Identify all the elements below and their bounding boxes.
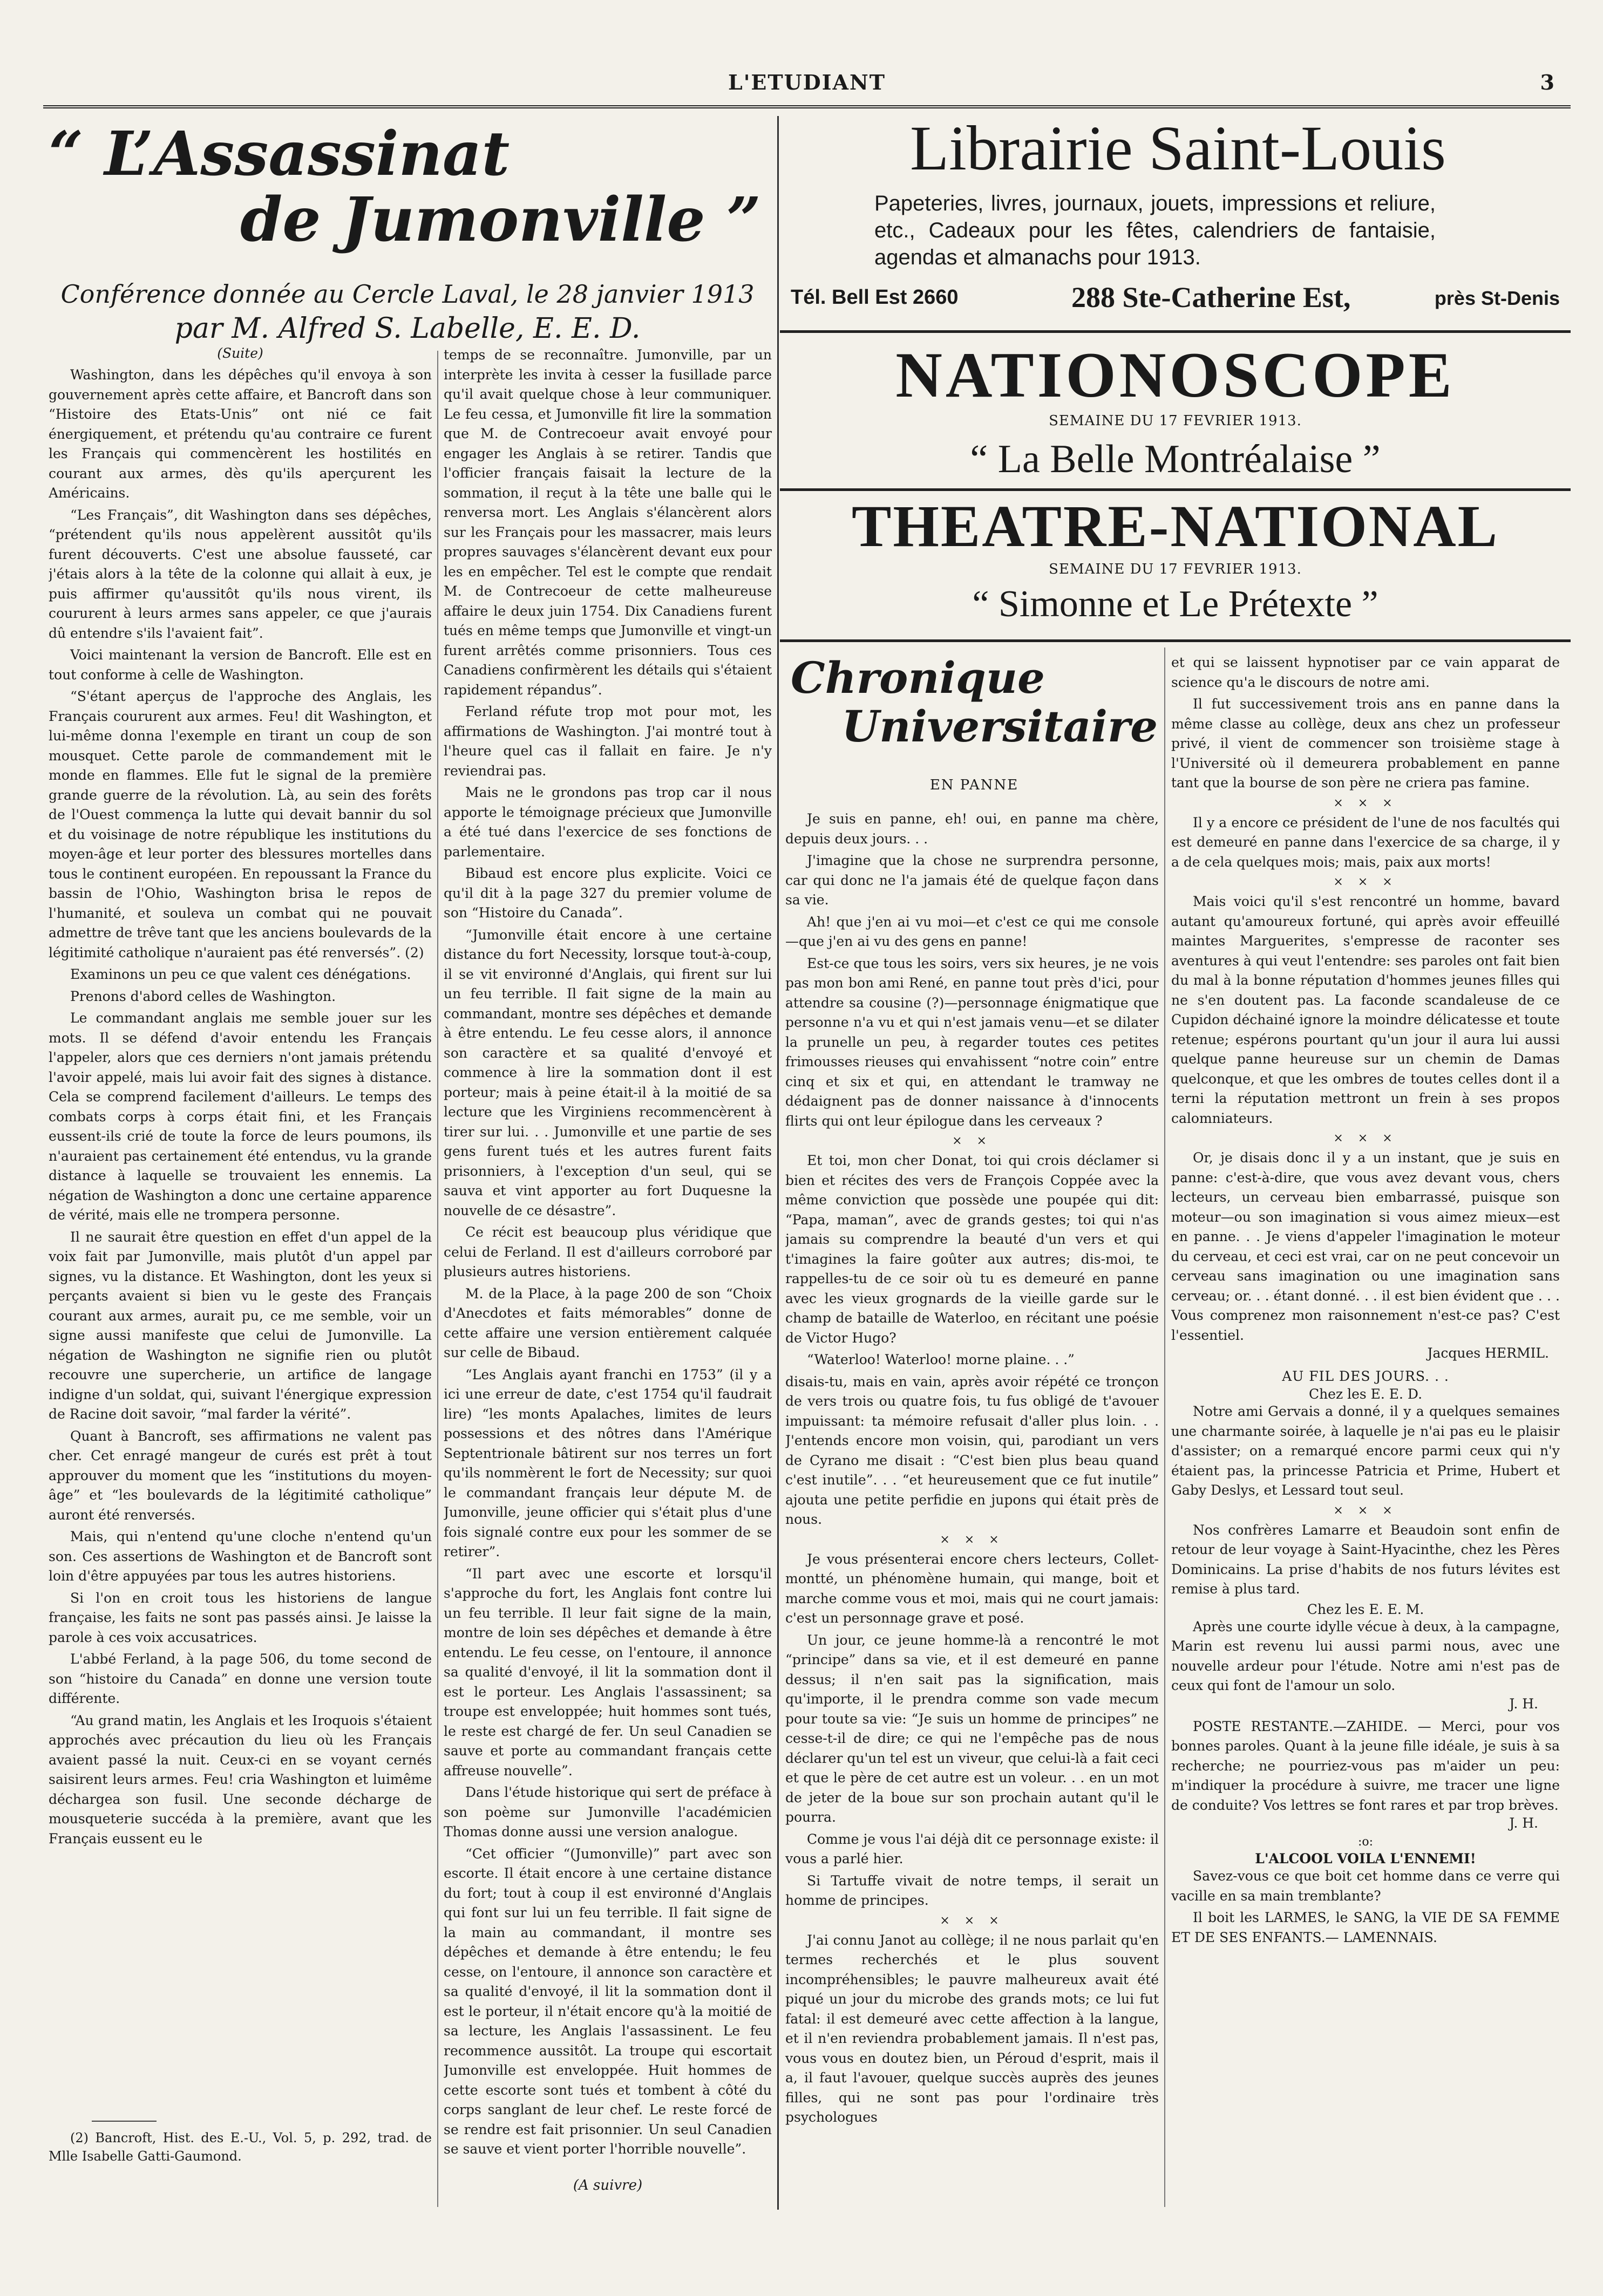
paragraph: temps de se reconnaître. Jumonville, par un interprète les invita à cesser la fusillade parce qu'il avait quelque chose à leur communiquer. Le feu cessa, et Jumonville fit lire la sommation que M. de Contrecoeur avait envoyé pour engager les Anglais à se retirer. Tandis que l'officier français faisait la lecture de la sommation, il reçut à la tête une balle qui le renversa mort. Les Anglais s'élancèrent alors sur les Français pour les massacrer, mais leurs propres sauvages s'élancèrent devant eux pour les en empêcher. Tel est le compte que rendait M. de Contrecoeur de cette malheureuse affaire le deux juin 1754. Dix Canadiens furent tués en même temps que Jumonville et vingt-un furent arrêtés comme prisonniers. Tous ces Canadiens confirmèrent les détails qui s'étaient rapidement répandus”.: [444, 347, 772, 698]
paragraph: Si Tartuffe vivait de notre temps, il serait un homme de principes.: [785, 1872, 1159, 1908]
paragraph: Il y a encore ce président de l'une de nos facultés qui est demeuré en panne dans l'exercice de sa charge, il y a de cela quelques mois; mais, paix aux morts!: [1171, 814, 1560, 870]
section-separator: × × ×: [1333, 1503, 1398, 1517]
column-rule-1: [437, 351, 438, 2207]
paragraph: Est-ce que tous les soirs, vers six heures, je ne vois pas mon bon ami René, en panne tout près d'ici, pour attendre sa cousine (?)—personnage énigmatique que personne n'a vu et qui n'est jamais venu—et se dilater la prunelle un peu, à regarder toutes ces petites frimousses rieuses qui envahissent “notre coin” entre cinq et six et qui, en attendant le tramway ne dédaignent pas de donner naissance à d'innocents flirts qui ont leur épilogue dans les cerveaux ?: [785, 955, 1159, 1129]
section-separator: × × ×: [1333, 796, 1398, 810]
suite-label: (Suite): [217, 345, 263, 361]
paragraph: Si l'on en croit tous les historiens de langue française, les faits ne sont pas passés ainsi. Je laisse la parole à ces voix accusatrices.: [49, 1590, 432, 1645]
paragraph: “Les Anglais ayant franchi en 1753” (il y a ici une erreur de date, c'est 1754 qu'il faudrait lire) “les monts Apalaches, limites de leurs possessions et des nôtres dans l'Amérique Septentrionale bâtirent sur nos terres un fort qu'ils nommèrent le fort de Necessity; sur quoi le commandant français leur députe M. de Jumonville, jeune officier qui s'était plus d'une fois signalé contre eux pour les sommer de se retirer”.: [444, 1366, 772, 1559]
paragraph: Je suis en panne, eh! oui, en panne ma chère, depuis deux jours. . .: [785, 811, 1159, 847]
article-byline: par M. Alfred S. Labelle, E. E. D.: [174, 312, 641, 345]
paragraph: Et toi, mon cher Donat, toi qui crois déclamer si bien et récites des vers de François Coppée avec la même conviction que possède une poupée qui dit: “Papa, maman”, avec de grands gestes; toi qui n'as jamais su comprendre la beauté d'un vers et qui t'imagines la faire goûter aux autres; dis-moi, te rappelles-tu de ce soir où tu es demeuré en panne avec les vieux grognards de la vieille garde sur le champ de bataille de Waterloo, en récitant une poésie de Victor Hugo?: [785, 1153, 1159, 1346]
paragraph: Mais ne le grondons pas trop car il nous apporte le témoignage précieux que Jumonville a été tué dans l'exercice de ses fonctions de parlementaire.: [444, 785, 772, 860]
paragraph: “Cet officier “(Jumonville)” part avec son escorte. Il était encore à une certaine distance du fort; tout à coup il est environné d'Anglais qui font sur lui un feu terrible. Il fait signe de la main au commandant, il montre ses dépêches et demande à être entendu; le feu cesse, on l'entoure, il annonce son caractère et sa qualité d'envoyé, il lit la sommation dont il est le porteur, il n'était encore qu'à la moitié de sa lecture, les Anglais l'assassinent. Le feu recommence aussitôt. La troupe qui escortait Jumonville est enveloppée. Huit hommes de cette escorte sont tués et tombent à côté du corps sanglant de leur chef. Le reste forcé de se rendre est fait prisonnier. Un seul Canadien se sauve et vient porter l'horrible nouvelle”.: [444, 1845, 772, 2157]
paragraph: Notre ami Gervais a donné, il y a quelques semaines une charmante soirée, à laquelle je n'ai pas eu le plaisir d'assister; on a remarqué encore parmi ceux qui n'y étaient pas, la princesse Patricia et Prime, Hubert et Gaby Deslys, et Lessard tout seul.: [1171, 1404, 1560, 1498]
article-column-2: [444, 345, 772, 2169]
paragraph: Savez-vous ce que boit cet homme dans ce verre qui vacille en sa main tremblante?: [1171, 1868, 1560, 1904]
paragraph: “Waterloo! Waterloo! morne plaine. . .”: [807, 1352, 1075, 1367]
running-header: [43, 67, 1571, 108]
paragraph: Washington, dans les dépêches qu'il envoya à son gouvernement après cette affaire, et Bancroft dans son “Histoire des Etats-Unis” ont nié ce fait énergiquement, et prétendu qu'au contraire ce furent les Français qui commencèrent les hostilités en courant aux armes, dès qu'ils aperçurent les Américains.: [49, 367, 432, 501]
chronique-title-line2: Universitaire: [841, 701, 1158, 752]
paragraph: Un jour, ce jeune homme-là a rencontré le mot “principe” dans sa vie, et il est demeuré en panne dessus; il n'en sait pas la signification, mais qu'importe, il le prendra comme son vade mecum pour toute sa vie: “Je suis un homme de principes” ne cesse-t-il de dire; ce qui ne l'empêche pas de nous déclarer qu'un tel est un viveur, que celui-là a fait ceci et que le père de cet autre est un voleur. . . en un mot de jeter de la boue sur son prochain autant qu'il le pourra.: [785, 1632, 1159, 1825]
chronique-title-line1: Chronique: [791, 652, 1045, 703]
article-header: [43, 121, 772, 346]
paragraph: J'imagine que la chose ne surprendra personne, car qui donc ne l'a jamais été de quelque façon dans sa vie.: [785, 853, 1159, 908]
paragraph: Je vous présenterai encore chers lecteurs, Collet-montté, un phénomène humain, qui mange, boit et marche comme vous et moi, mais qui ne court jamais: c'est un personnage grave et posé.: [785, 1551, 1159, 1626]
subsection-heading: Chez les E. E. M.: [1307, 1601, 1424, 1617]
chronique-column-2: [1171, 653, 1560, 2207]
paragraph: Il ne saurait être question en effet d'un appel de la voix fait par Jumonville, mais plutôt d'un appel par signes, vu la distance. Et Washington, dont les yeux si perçants avaient si bien vu le geste des Français courant aux armes, aurait pu, ce me semble, voir un signe aussi manifeste que celui de Jumonville. La négation de Washington ne signifie rien ou plutôt recouvre une supercherie, un artifice de langage indigne d'un soldat, qui, suivant l'énergique expression de Racine doit savoir, “mal farder la vérité”.: [49, 1229, 432, 1422]
librairie-address-note: près St-Denis: [1434, 287, 1560, 309]
paragraph: Il boit les LARMES, le SANG, la VIE DE SA FEMME ET DE SES ENFANTS.— LAMENNAIS.: [1171, 1910, 1560, 1945]
newspaper-name: L'ETUDIANT: [728, 70, 886, 94]
paragraph: “Au grand matin, les Anglais et les Iroquois s'étaient approchés avec précaution du lieu où les Français avaient passé la nuit. Ceux-ci en se voyant cernés saisirent leurs armes. Feu! cria Washington et luimême déchargea son fusil. Une seconde décharge de mousqueterie succéda à la première, avant que les Français eussent eu le: [49, 1712, 432, 1847]
article-column-1: [49, 345, 432, 2202]
paragraph: Quant à Bancroft, ses affirmations ne valent pas cher. Cet enragé mangeur de curés est prêt à tout approuver du moment que les “institutions du moyen-âge” et “les boulevards de la légitimité catholique” auront été renversés.: [49, 1428, 432, 1523]
paragraph: Prenons d'abord celles de Washington.: [70, 988, 336, 1004]
theatre-play: “ Simonne et Le Prétexte ”: [972, 583, 1378, 625]
nationoscope-title: NATIONOSCOPE: [895, 339, 1455, 411]
chronique-column-1: [785, 809, 1159, 2212]
paragraph: “Il part avec une escorte et lorsqu'il s'approche du fort, les Anglais font contre lui un feu terrible. Il leur fait signe de la main, montre de loin ses dépêches et demande à être entendu. Le feu cesse, on l'entoure, il annonce sa qualité d'envoyé, il lit la sommation dont il est le porteur. Les Anglais l'assassinent; sa troupe est enveloppée; huit hommes sont tués, le reste est chargé de fer. Un seul Canadien se sauve et porte au commandant français cette affreuse nouvelle”.: [444, 1565, 772, 1779]
ad-divider: [780, 488, 1571, 491]
chronique-section-title: EN PANNE: [929, 777, 1019, 793]
footnote-rule: [92, 2121, 157, 2122]
paragraph: Après une courte idylle vécue à deux, à la campagne, Marin est revenu lui aussi parmi nous, avec une nouvelle ardeur pour l'étude. Notre ami n'est pas de ceux qui font de l'amour un solo.: [1171, 1618, 1560, 1693]
paragraph: L'abbé Ferland, à la page 506, du tome second de son “histoire du Canada” en donne une version toute différente.: [49, 1651, 432, 1706]
paragraph: “S'étant aperçus de l'approche des Anglais, les Français coururent aux armes. Feu! dit Washington, et lui-même donna l'exemple en tirant un coup de son mousquet. Cette parole de commandement mit le monde en flammes. Elle fut le signal de la première grande guerre de la révolution. Là, au sein des forêts de l'Ouest commença la lutte qui devait bannir du sol et du voisinage de notre république les institutions du moyen-âge et leur porter des blessures mortelles dans tous le continent européen. En repoussant la France du bassin de l'Ohio, Washington brisa le repos de l'humanité, et souleva un combat qui ne pouvait admettre de trêve tant que les anciens boulevards de la légitimité catholique n'auraient pas été renversés”. (2): [49, 689, 432, 960]
paragraph: Mais voici qu'il s'est rencontré un homme, bavard autant qu'amoureux fortuné, qui après avoir effeuillé maintes Marguerites, s'empresse de raconter ses aventures à qui veut l'entendre: ses paroles ont fait bien du mal à la bonne réputation d'hommes jeunes filles qui ne s'en doutent pas. La faconde scandaleuse de ce Cupidon déchainé ignore la moindre délicatesse et toute retenue; espérons pourtant qu'un jour il aura lui aussi quelque panne heureuse sur un chemin de Damas quelconque, et que les ombres de toutes celles dont il a terni la réputation mettront un frein à ses propos calomniateurs.: [1171, 894, 1560, 1126]
librairie-title: Librairie Saint-Louis: [910, 113, 1446, 183]
paragraph: Or, je disais donc il y a un instant, que je suis en panne: c'est-à-dire, que vous avez devant vous, chers lecteurs, un cerveau bien embarrassé, puisque son moteur—ou son imagination si vous aimez mieux—est en panne. . . Je viens d'appeler l'imagination le moteur du cerveau, et ceci est vrai, car on ne peut concevoir un cerveau sans imagination ou une imagination sans cerveau; or. . . étant donné. . . il est bien évident que . . . Vous comprenez mon raisonnement n'est-ce pas? C'est l'essentiel.: [1171, 1150, 1560, 1343]
librairie-address: 288 Ste-Catherine Est,: [1071, 281, 1351, 314]
nationoscope-week: SEMAINE DU 17 FEVRIER 1913.: [1049, 413, 1302, 429]
au-fil-des-jours-title: AU FIL DES JOURS. . .: [1282, 1368, 1449, 1384]
column-rule-main: [777, 116, 779, 2210]
paragraph: J'ai connu Janot au collège; il ne nous parlait qu'en termes recherchés et le plus souvent incompréhensibles; le pauvre malheureux avait été piqué un jour du microbe des grands mots; ce lui fut fatal: il est demeuré avec cette affection à la langue, et il n'en reviendra probablement jamais. Il n'est pas, vous vous en doutez bien, un Péroud d'esprit, mais il a, il faut l'avouer, quelque succès auprès des jeunes filles, qui ne sont pas pour l'ordinaire très psychologues: [785, 1932, 1159, 2125]
article-title-line1: “ L’Assassinat: [49, 119, 510, 189]
librairie-description: Papeteries, livres, journaux, jouets, impressions et reliure, etc., Cadeaux pour les fêtes, calendriers de fantaisie, agendas et almanachs pour 1913.: [874, 192, 1436, 269]
ad-divider: [780, 330, 1571, 333]
librairie-phone: Tél. Bell Est 2660: [791, 286, 959, 309]
paragraph: Ah! que j'en ai vu moi—et c'est ce qui me console—que j'en ai vu des gens en panne!: [785, 914, 1159, 949]
a-suivre: (A suivre): [573, 2177, 643, 2193]
alcool-title: L'ALCOOL VOILA L'ENNEMI!: [1255, 1851, 1476, 1866]
paragraph: Dans l'étude historique qui sert de préface à son poème sur Jumonville l'académicien Thomas donne aussi une version analogue.: [444, 1784, 772, 1839]
paragraph: Examinons un peu ce que valent ces dénégations.: [70, 966, 411, 982]
theatre-week: SEMAINE DU 17 FEVRIER 1913.: [1049, 561, 1302, 577]
subsection-heading: Chez les E. E. D.: [1308, 1386, 1423, 1402]
signature: J. H.: [1509, 1695, 1538, 1712]
section-separator: × × ×: [940, 1913, 1004, 1927]
section-separator: × × ×: [1333, 875, 1398, 889]
paragraph: et qui se laissent hypnotiser par ce vain apparat de science qu'a le discours de notre ami.: [1171, 655, 1560, 690]
paragraph: “Jumonville était encore à une certaine distance du fort Necessity, lorsque tout-à-coup, il se vit environné d'Anglais, qui firent sur lui un feu terrible. Il fait signe de la main au commandant, montre ses dépêches et demande à être entendu. Le feu cesse alors, il annonce son caractère et sa qualité d'envoyé et commence à lire la sommation dont il est porteur; mais à peine était-il à la moitié de sa lecture que les Virginiens recommencèrent à tirer sur lui. . . Jumonville et une partie de ses gens furent tués et les autres furent faits prisonniers, à l'exception d'un seul, qui se sauva et vint apporter au fort Duquesne la nouvelle de ce désastre”.: [444, 926, 772, 1218]
paragraph: disais-tu, mais en vain, après avoir répété ce tronçon de vers trois ou quatre fois, tu fus obligé de t'avouer impuissant: ta mémoire refusait d'aller plus loin. . . J'entends encore mon voisin, qui, parodiant un vers de Cyrano me disait : “C'est bien plus beau quand c'est inutile”. . . “et heureusement que ce fut inutile” ajouta une petite perfidie en jupons qui était près de nous.: [785, 1373, 1159, 1527]
librairie-contact: [791, 281, 1568, 318]
paragraph: Mais, qui n'entend qu'une cloche n'entend qu'un son. Ces assertions de Washington et de Bancroft sont loin d'être appuyées par tous les autres historiens.: [49, 1529, 432, 1584]
page-number: 3: [1540, 70, 1554, 94]
paragraph: “Les Français”, dit Washington dans ses dépêches, “prétendent qu'ils nous appelèrent aussitôt qu'ils furent découverts. C'est une absolue fausseté, car j'étais alors à la tête de la colonne qui allait à eux, je puis affirmer qu'aussitôt qu'ils nous virent, ils coururent à leurs armes sans appeler, ce que j'aurais dû entendre s'ils l'avaient fait”.: [49, 507, 432, 641]
theatre-title: THEATRE-NATIONAL: [851, 493, 1499, 559]
column-rule-3: [1164, 648, 1165, 2207]
section-separator: × × ×: [940, 1532, 1004, 1546]
nationoscope-play: “ La Belle Montréalaise ”: [970, 437, 1381, 481]
ad-divider: [780, 639, 1571, 642]
section-separator: × × ×: [1333, 1132, 1398, 1145]
poste-restante: POSTE RESTANTE.—ZAHIDE. — Merci, pour vos bonnes paroles. Quant à la jeune fille idéale, je suis à sa recherche; ne pourriez-vous pas m'aider un peu: m'indiquer la procédure à suivre, me tracer une ligne de conduite? Vos lettres se font rares et par trop brèves.: [1171, 1718, 1560, 1813]
paragraph: Ferland réfute trop mot pour mot, les affirmations de Washington. J'ai montré tout à l'heure quel cas il fallait en faire. Je n'y reviendrai pas.: [444, 704, 772, 779]
article-title-line2: de Jumonville ”: [240, 185, 761, 255]
divider-ornament: :o:: [1357, 1835, 1374, 1849]
paragraph: Comme je vous l'ai déjà dit ce personnage existe: il vous a parlé hier.: [785, 1831, 1159, 1866]
paragraph: Bibaud est encore plus explicite. Voici ce qu'il dit à la page 327 du premier volume de son “Histoire du Canada”.: [444, 866, 772, 921]
paragraph: Voici maintenant la version de Bancroft. Elle est en tout conforme à celle de Washington.: [49, 647, 432, 683]
signature: J. H.: [1509, 1815, 1538, 1831]
signature: Jacques HERMIL.: [1427, 1345, 1549, 1361]
footnote: (2) Bancroft, Hist. des E.-U., Vol. 5, p. 292, trad. de Mlle Isabelle Gatti-Gaumond.: [49, 2130, 432, 2164]
article-subtitle-line1: Conférence donnée au Cercle Laval, le 28 janvier 1913: [60, 280, 755, 309]
paragraph: Le commandant anglais me semble jouer sur les mots. Il se défend d'avoir entendu les Français l'appeler, alors que ces derniers n'ont jamais prétendu l'avoir appelé, mais lui avoir fait des signes à distance. Cela se comprend facilement d'ailleurs. Le temps des combats corps à corps était fini, et les Français eussent-ils crié de toute la force de leurs poumons, ils n'auraient pas certainement été entendus, vu la grande distance à laquelle se trouvaient les ennemis. La négation de Washington a donc une certaine apparence de vérité, mais elle ne trompera personne.: [49, 1010, 432, 1223]
paragraph: Nos confrères Lamarre et Beaudoin sont enfin de retour de leur voyage à Saint-Hyacinthe, chez les Pères Dominicains. La prise d'habits de nos futurs lévites est remise à plus tard.: [1171, 1522, 1560, 1597]
paragraph: Ce récit est beaucoup plus véridique que celui de Ferland. Il est d'ailleurs corroboré par plusieurs autres historiens.: [444, 1224, 772, 1279]
paragraph: Il fut successivement trois ans en panne dans la même classe au collège, deux ans chez un professeur privé, il vient de commencer son troisième stage à l'Université où il demeurera probablement en panne tant que la bourse de son père ne criera pas famine.: [1171, 696, 1560, 791]
paragraph: M. de la Place, à la page 200 de son “Choix d'Anecdotes et faits mémorables” donne de cette affaire une version entièrement calquée sur celle de Bibaud.: [444, 1285, 772, 1360]
section-separator: × ×: [952, 1134, 992, 1148]
